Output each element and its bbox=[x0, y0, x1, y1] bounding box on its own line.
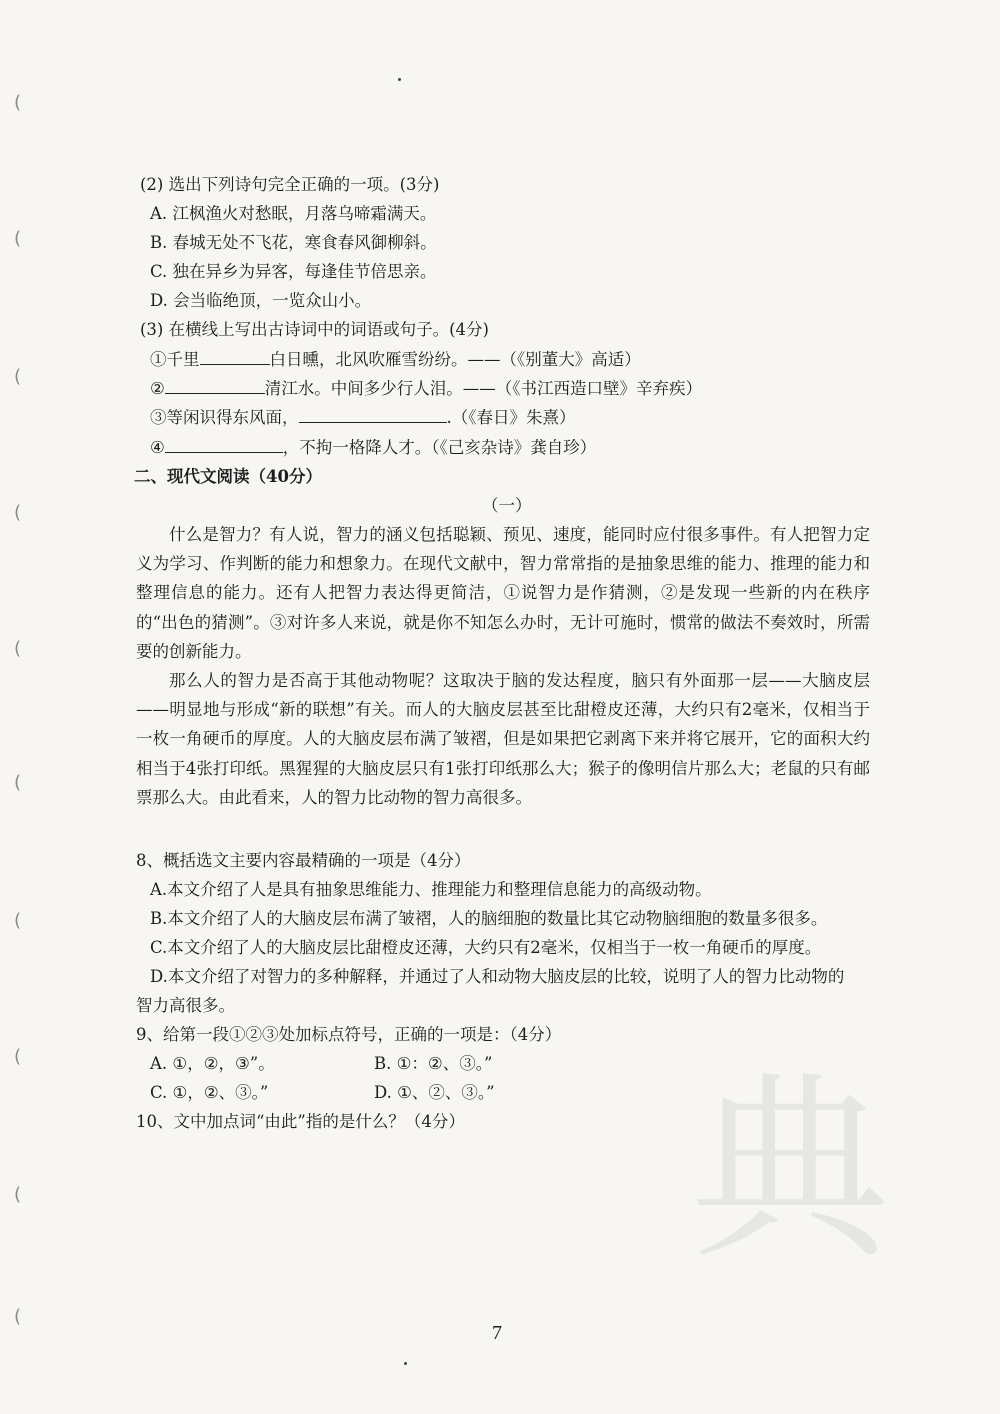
binding-mark: ( bbox=[14, 366, 22, 387]
q3-item-1 bbox=[150, 348, 641, 371]
q2-option-c: C. 独在异乡为异客，每逢佳节倍思亲。 bbox=[150, 262, 437, 281]
binding-mark: ( bbox=[14, 92, 22, 113]
q3-item2-pre: ② bbox=[150, 379, 165, 398]
q3-item-4 bbox=[150, 436, 596, 459]
q3-item3-post: .（《春日》朱熹） bbox=[446, 408, 576, 427]
q9-option-a: A. ①，②，③”。 bbox=[150, 1054, 275, 1073]
answer-blank[interactable] bbox=[165, 377, 265, 394]
q2-stem: (2) 选出下列诗句完全正确的一项。(3分) bbox=[140, 175, 440, 194]
q3-item2-post: 清江水。中间多少行人泪。——（《书江西造口壁》辛弃疾） bbox=[264, 379, 703, 398]
answer-blank[interactable] bbox=[299, 406, 447, 423]
binding-mark: ( bbox=[14, 772, 22, 793]
passage-paragraph-2: 那么人的智力是否高于其他动物呢？这取决于脑的发达程度，脑只有外面那一层——大脑皮层——明显地与形成“新的联想”有关。而人的大脑皮层甚至比甜橙皮还薄，大约只有2毫米，仅相当于一枚一角硬币的厚度。人的大脑皮层布满了皱褶，但是如果把它剥离下来并将它展开，它的面积大约相当于4张打印纸。黑猩猩的大脑皮层只有1张打印纸那么大；猴子的像明信片那么大；老鼠的只有邮票那么大。由此看来，人的智力比动物的智力高很多。 bbox=[136, 671, 870, 807]
q3-item4-pre: ④ bbox=[150, 438, 165, 457]
binding-mark: ( bbox=[14, 228, 22, 249]
binding-mark: ( bbox=[14, 502, 22, 523]
q9-option-d: D. ①、②、③。” bbox=[374, 1083, 495, 1102]
q3-item3-pre: ③等闲识得东风面， bbox=[150, 408, 299, 427]
q2-option-d: D. 会当临绝顶，一览众山小。 bbox=[150, 291, 372, 310]
scan-speck bbox=[398, 78, 401, 81]
q9-stem: 9、给第一段①②③处加标点符号，正确的一项是：（4分） bbox=[136, 1025, 562, 1044]
binding-mark: ( bbox=[14, 1306, 22, 1327]
q8-option-c: C.本文介绍了人的大脑皮层比甜橙皮还薄，大约只有2毫米，仅相当于一枚一角硬币的厚度。 bbox=[150, 938, 822, 957]
q3-item-2 bbox=[150, 377, 702, 400]
q3-item1-post: 白日曛，北风吹雁雪纷纷。——（《别董大》高适） bbox=[269, 350, 641, 369]
page-number: 7 bbox=[492, 1322, 502, 1344]
binding-mark: ( bbox=[14, 910, 22, 931]
watermark-glyph: 典 bbox=[690, 1054, 891, 1287]
q2-option-b: B. 春城无处不飞花，寒食春风御柳斜。 bbox=[150, 233, 437, 252]
q8-option-d-cont: 智力高很多。 bbox=[136, 996, 235, 1015]
binding-mark: ( bbox=[14, 1046, 22, 1067]
q9-option-c: C. ①，②、③。” bbox=[150, 1083, 269, 1102]
answer-blank[interactable] bbox=[165, 436, 283, 453]
passage-paragraph-1: 什么是智力？有人说，智力的涵义包括聪颖、预见、速度，能同时应付很多事件。有人把智力定义为学习、作判断的能力和想象力。在现代文献中，智力常常指的是抽象思维的能力、推理的能力和整理信息的能力。还有人把智力表达得更简洁，①说智力是作猜测，②是发现一些新的内在秩序的“出色的猜测”。③对许多人来说，就是你不知怎么办时，无计可施时，惯常的做法不奏效时，所需要的创新能力。 bbox=[136, 525, 870, 661]
q8-option-b: B.本文介绍了人的大脑皮层布满了皱褶，人的脑细胞的数量比其它动物脑细胞的数量多很多。 bbox=[150, 909, 828, 928]
q8-option-d: D.本文介绍了对智力的多种解释，并通过了人和动物大脑皮层的比较，说明了人的智力比动物的 bbox=[150, 967, 845, 986]
q10-stem: 10、文中加点词“由此”指的是什么？（4分） bbox=[136, 1112, 465, 1131]
q3-item1-pre: ①千里 bbox=[150, 350, 200, 369]
passage-subheading: （一） bbox=[482, 496, 532, 515]
q3-item-3 bbox=[150, 406, 576, 429]
binding-mark: ( bbox=[14, 638, 22, 659]
binding-mark: ( bbox=[14, 1184, 22, 1205]
q9-option-b: B. ①：②、③。” bbox=[374, 1054, 493, 1073]
q2-option-a: A. 江枫渔火对愁眠，月落乌啼霜满天。 bbox=[150, 204, 437, 223]
q8-option-a: A.本文介绍了人是具有抽象思维能力、推理能力和整理信息能力的高级动物。 bbox=[150, 880, 712, 899]
answer-blank[interactable] bbox=[200, 348, 270, 365]
scan-speck bbox=[404, 1362, 407, 1365]
q3-stem: (3) 在横线上写出古诗词中的词语或句子。(4分) bbox=[140, 320, 489, 339]
q3-item4-post: ，不拘一格降人才。（《己亥杂诗》龚自珍） bbox=[282, 438, 597, 457]
q8-stem: 8、概括选文主要内容最精确的一项是（4分） bbox=[136, 851, 471, 870]
section-heading: 二、现代文阅读（40分） bbox=[134, 467, 322, 486]
